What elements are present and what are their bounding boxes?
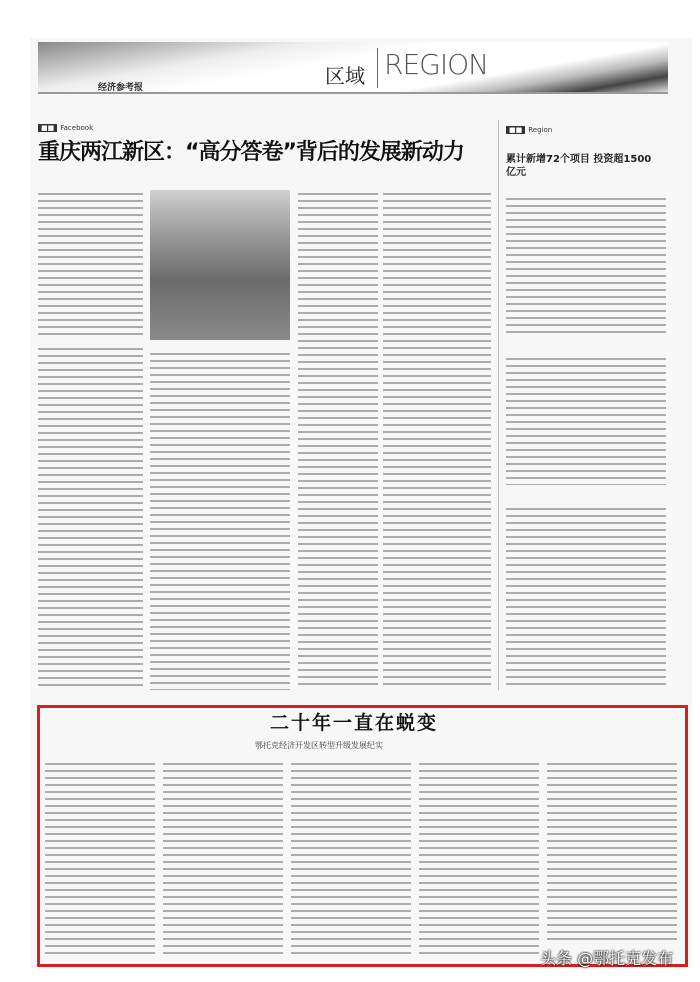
boxed-subtitle: 鄂托克经济开发区转型升级发展纪实 [255,741,383,750]
text-column [506,195,666,335]
divider [498,120,499,690]
text-column [38,190,143,340]
section-title-en: REGION [384,48,489,81]
side-headline: 累计新增72个项目 投资超1500亿元 [506,154,652,178]
watermark: 头条 @鄂托克发布 [540,949,674,968]
text-column [419,760,539,955]
article-tag: ■■ Facebook [38,124,93,132]
text-column [163,760,283,955]
text-column [38,345,143,690]
text-column [506,355,666,485]
section-title-cn: 区域 [325,64,365,88]
text-column [150,350,290,690]
text-column [298,190,378,690]
text-column [547,760,677,940]
text-column [291,760,411,955]
text-column [45,760,155,955]
section-banner [38,42,668,94]
boxed-headline: 二十年一直在蜕变 [270,712,439,734]
divider [377,48,378,88]
text-column [383,190,491,690]
text-column [506,505,666,690]
masthead-logo: 经济参考报 [98,83,144,93]
main-headline: 重庆两江新区：“高分答卷”背后的发展新动力 [38,140,464,165]
article-photo [150,190,290,340]
side-tag: ■■ Region [506,126,552,134]
